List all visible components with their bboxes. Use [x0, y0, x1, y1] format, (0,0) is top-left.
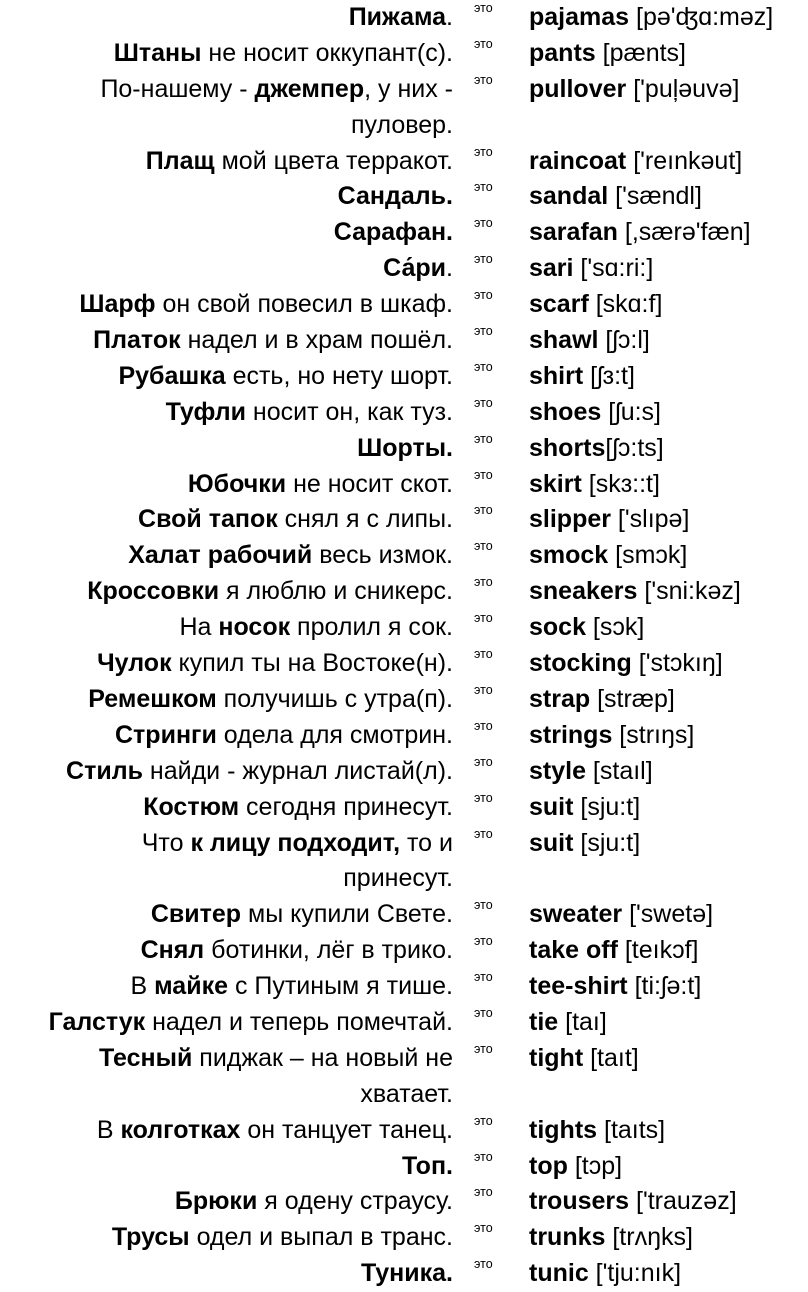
- english-word: sari: [529, 254, 574, 283]
- transcription: ['stɔkıŋ]: [631, 649, 723, 678]
- transcription: [teıkɔf]: [617, 936, 699, 965]
- russian-keyword: Плащ: [145, 146, 215, 175]
- russian-keyword: Свой тапок: [138, 505, 278, 534]
- vocab-row: [0, 359, 808, 395]
- vocab-row: [0, 502, 808, 538]
- russian-keyword: Са́ри: [383, 254, 447, 283]
- russian-keyword: Трусы: [111, 1223, 190, 1252]
- russian-keyword: Пижама: [348, 3, 447, 31]
- phrase-rest: есть, но нету шорт.: [225, 361, 453, 390]
- russian-phrase: [0, 431, 453, 467]
- english-word: raincoat: [529, 146, 627, 175]
- english-entry: [529, 287, 662, 323]
- russian-keyword: Рубашка: [118, 361, 226, 390]
- transcription: [stræp]: [590, 684, 675, 713]
- transcription: ['sni:kəz]: [637, 577, 741, 606]
- phrase-rest: то и принесут.: [343, 828, 453, 893]
- russian-keyword: джемпер: [254, 74, 365, 103]
- transcription: [trʌŋks]: [605, 1223, 693, 1252]
- english-entry: [529, 574, 741, 610]
- phrase-prefix: По-нашему -: [100, 74, 255, 103]
- english-word: pajamas: [529, 3, 630, 31]
- russian-keyword: Туника.: [360, 1259, 453, 1288]
- english-entry: [529, 682, 675, 718]
- vocab-row: [0, 144, 808, 180]
- transcription: [taı]: [558, 1007, 607, 1036]
- transcription: [pænts]: [595, 38, 687, 67]
- russian-keyword: Чулок: [97, 649, 172, 678]
- russian-keyword: Сарафан.: [333, 218, 453, 247]
- connector-label: это: [474, 754, 493, 769]
- transcription: [skɜ::t]: [581, 469, 660, 498]
- vocab-row: [0, 610, 808, 646]
- phrase-rest: он свой повесил в шкаф.: [155, 290, 453, 319]
- english-word: trunks: [529, 1223, 606, 1252]
- vocab-row: [0, 1041, 808, 1113]
- connector-label: это: [474, 36, 493, 51]
- english-entry: [529, 1149, 622, 1185]
- phrase-rest: мой цвета терракот.: [214, 146, 453, 175]
- english-word: sneakers: [529, 577, 638, 606]
- english-word: shoes: [529, 397, 602, 426]
- connector-label: это: [474, 252, 493, 267]
- english-entry: [529, 215, 751, 251]
- russian-phrase: [0, 1113, 453, 1149]
- vocab-row: [0, 179, 808, 215]
- vocab-row: [0, 1113, 808, 1149]
- vocab-row: [0, 682, 808, 718]
- russian-phrase: [0, 359, 453, 395]
- russian-keyword: Снял: [140, 936, 205, 965]
- english-word: sarafan: [529, 218, 618, 247]
- russian-keyword: носок: [218, 613, 291, 642]
- connector-label: это: [474, 539, 493, 554]
- transcription: [skɑ:f]: [588, 290, 663, 319]
- russian-keyword: Ремешком: [88, 684, 217, 713]
- russian-phrase: [0, 502, 453, 538]
- phrase-rest: пиджак – на новый не хватает.: [192, 1043, 453, 1108]
- transcription: ['puļəuvə]: [626, 74, 740, 103]
- english-entry: [529, 790, 640, 826]
- phrase-rest: не носит оккупант(с).: [201, 38, 453, 67]
- connector-label: это: [474, 216, 493, 231]
- english-entry: [529, 72, 739, 108]
- russian-keyword: Туфли: [165, 397, 246, 426]
- russian-keyword: Шорты.: [357, 433, 453, 462]
- russian-phrase: [0, 1220, 453, 1256]
- phrase-rest: найди - журнал листай(л).: [142, 756, 453, 785]
- transcription: [ti:ʃə:t]: [627, 972, 702, 1001]
- english-entry: [529, 933, 699, 969]
- english-word: style: [529, 756, 586, 785]
- russian-phrase: [53, 826, 453, 898]
- transcription: ['tju:nık]: [588, 1259, 682, 1288]
- connector-label: это: [474, 611, 493, 626]
- english-word: skirt: [529, 469, 582, 498]
- vocab-row: [0, 323, 808, 359]
- transcription: ['sɑ:ri:]: [573, 254, 654, 283]
- russian-keyword: Кроссовки: [87, 577, 220, 606]
- transcription: [tɔp]: [567, 1151, 623, 1180]
- english-entry: [529, 1005, 607, 1041]
- connector-label: это: [474, 324, 493, 339]
- vocab-row: [0, 646, 808, 682]
- russian-keyword: Платок: [93, 326, 181, 355]
- english-word: shorts: [529, 433, 606, 462]
- connector-label: это: [474, 1221, 493, 1236]
- vocab-row: [0, 574, 808, 610]
- russian-phrase: [0, 754, 453, 790]
- vocab-row: [0, 1220, 808, 1256]
- phrase-prefix: В: [96, 1115, 121, 1144]
- english-word: shirt: [529, 361, 584, 390]
- vocab-row: [0, 251, 808, 287]
- transcription: ['slıpə]: [610, 505, 690, 534]
- transcription: [,særə'fæn]: [617, 218, 751, 247]
- russian-keyword: Брюки: [174, 1187, 258, 1216]
- phrase-rest: пролил я сок.: [290, 613, 453, 642]
- connector-label: это: [474, 898, 493, 913]
- russian-phrase: [0, 969, 453, 1005]
- english-entry: [529, 36, 686, 72]
- vocab-row: [0, 1184, 808, 1220]
- english-entry: [529, 969, 701, 1005]
- english-word: suit: [529, 792, 574, 821]
- russian-keyword: Свитер: [150, 900, 242, 929]
- transcription: [pə'ʤɑ:məz]: [629, 3, 774, 31]
- russian-phrase: [0, 144, 453, 180]
- russian-phrase: [0, 36, 453, 72]
- transcription: [strıŋs]: [612, 720, 695, 749]
- transcription: [sju:t]: [573, 792, 641, 821]
- phrase-rest: мы купили Свете.: [241, 900, 453, 929]
- phrase-rest: получишь с утра(п).: [216, 684, 453, 713]
- russian-phrase: [0, 323, 453, 359]
- russian-phrase: [0, 467, 453, 503]
- transcription: ['trauzəz]: [629, 1187, 737, 1216]
- english-entry: [529, 251, 653, 287]
- connector-label: это: [474, 72, 493, 87]
- english-word: shawl: [529, 326, 599, 355]
- transcription: [ʃɔ:l]: [598, 326, 650, 355]
- vocab-row: [0, 1005, 808, 1041]
- phrase-rest: ботинки, лёг в трико.: [204, 936, 453, 965]
- russian-phrase: [0, 179, 453, 215]
- russian-keyword: колготках: [120, 1115, 241, 1144]
- english-entry: [529, 718, 694, 754]
- russian-phrase: [53, 1041, 453, 1113]
- vocab-row: [0, 467, 808, 503]
- english-word: stocking: [529, 649, 632, 678]
- russian-phrase: [0, 790, 453, 826]
- transcription: [staıl]: [585, 756, 653, 785]
- connector-label: это: [474, 395, 493, 410]
- english-entry: [529, 431, 664, 467]
- connector-label: это: [474, 826, 493, 841]
- phrase-rest: .: [446, 254, 453, 283]
- phrase-rest: не носит скот.: [286, 469, 453, 498]
- english-entry: [529, 1184, 737, 1220]
- connector-label: это: [474, 970, 493, 985]
- phrase-rest: он танцует танец.: [240, 1115, 453, 1144]
- russian-phrase: [0, 933, 453, 969]
- english-entry: [529, 826, 640, 862]
- phrase-rest: снял я с липы.: [277, 505, 453, 534]
- vocab-row: [0, 395, 808, 431]
- vocab-row: [0, 969, 808, 1005]
- english-word: take off: [529, 936, 618, 965]
- russian-phrase: [0, 251, 453, 287]
- russian-keyword: Халат рабочий: [128, 541, 313, 570]
- english-entry: [529, 502, 689, 538]
- connector-label: это: [474, 1257, 493, 1272]
- vocab-row: [0, 897, 808, 933]
- russian-keyword: Штаны: [113, 38, 202, 67]
- connector-label: это: [474, 1185, 493, 1200]
- vocab-row: [0, 718, 808, 754]
- vocab-row: [0, 0, 808, 36]
- connector-label: это: [474, 718, 493, 733]
- transcription: [smɔk]: [608, 541, 688, 570]
- vocab-row: [0, 1256, 808, 1292]
- phrase-prefix: На: [179, 613, 219, 642]
- english-word: trousers: [529, 1187, 630, 1216]
- english-word: suit: [529, 828, 574, 857]
- connector-label: это: [474, 790, 493, 805]
- phrase-rest: носит он, как туз.: [245, 397, 453, 426]
- english-word: strings: [529, 720, 613, 749]
- english-entry: [529, 359, 635, 395]
- english-entry: [529, 897, 713, 933]
- english-word: sandal: [529, 182, 609, 211]
- english-entry: [529, 754, 653, 790]
- english-entry: [529, 538, 687, 574]
- english-word: sweater: [529, 900, 623, 929]
- connector-label: это: [474, 575, 493, 590]
- vocab-row: [0, 72, 808, 144]
- vocab-row: [0, 933, 808, 969]
- english-word: pullover: [529, 74, 627, 103]
- phrase-rest: весь измок.: [312, 541, 453, 570]
- transcription: [sɔk]: [585, 613, 645, 642]
- russian-phrase: [0, 897, 453, 933]
- connector-label: это: [474, 180, 493, 195]
- connector-label: это: [474, 1005, 493, 1020]
- english-word: pants: [529, 38, 596, 67]
- transcription: [taıt]: [583, 1043, 639, 1072]
- phrase-rest: я одену страусу.: [257, 1187, 453, 1216]
- phrase-rest: .: [446, 3, 453, 31]
- english-entry: [529, 144, 742, 180]
- russian-keyword: к лицу подходит,: [190, 828, 401, 857]
- phrase-rest: одела для смотрин.: [216, 720, 453, 749]
- russian-phrase: [0, 1005, 453, 1041]
- phrase-rest: надел и в храм пошёл.: [180, 326, 453, 355]
- english-word: tie: [529, 1007, 559, 1036]
- russian-keyword: Галстук: [48, 1007, 146, 1036]
- connector-label: это: [474, 1041, 493, 1056]
- connector-label: это: [474, 1, 493, 15]
- connector-label: это: [474, 288, 493, 303]
- russian-phrase: [0, 287, 453, 323]
- english-entry: [529, 610, 644, 646]
- english-word: strap: [529, 684, 591, 713]
- english-word: top: [529, 1151, 568, 1180]
- vocab-row: [0, 1149, 808, 1185]
- vocab-row: [0, 215, 808, 251]
- english-entry: [529, 179, 702, 215]
- connector-label: это: [474, 359, 493, 374]
- english-word: sock: [529, 613, 586, 642]
- russian-keyword: Сандаль.: [337, 182, 453, 211]
- russian-phrase: [0, 1184, 453, 1220]
- vocab-row: [0, 36, 808, 72]
- russian-phrase: [0, 538, 453, 574]
- phrase-prefix: В: [130, 972, 155, 1001]
- english-entry: [529, 1256, 681, 1292]
- connector-label: это: [474, 1113, 493, 1128]
- transcription: ['swetə]: [622, 900, 714, 929]
- english-entry: [529, 646, 723, 682]
- phrase-rest: с Путиным я тише.: [228, 972, 453, 1001]
- connector-label: это: [474, 682, 493, 697]
- english-word: tunic: [529, 1259, 589, 1288]
- phrase-rest: одел и выпал в транс.: [189, 1223, 453, 1252]
- english-word: tight: [529, 1043, 584, 1072]
- russian-phrase: [0, 1149, 453, 1185]
- english-word: tights: [529, 1115, 598, 1144]
- russian-keyword: Костюм: [143, 792, 240, 821]
- connector-label: это: [474, 431, 493, 446]
- english-entry: [529, 1113, 665, 1149]
- phrase-rest: я люблю и сникерс.: [219, 577, 453, 606]
- russian-phrase: [0, 395, 453, 431]
- phrase-rest: , у них - пуловер.: [350, 74, 453, 139]
- english-entry: [529, 1220, 693, 1256]
- russian-keyword: майке: [154, 972, 228, 1001]
- transcription: [ʃɔ:ts]: [605, 433, 664, 462]
- russian-keyword: Шарф: [79, 290, 156, 319]
- english-entry: [529, 0, 773, 36]
- english-entry: [529, 467, 660, 503]
- russian-keyword: Тесный: [99, 1043, 193, 1072]
- connector-label: это: [474, 934, 493, 949]
- transcription: ['reınkəut]: [626, 146, 743, 175]
- russian-phrase: [0, 682, 453, 718]
- russian-phrase: [0, 718, 453, 754]
- english-entry: [529, 395, 661, 431]
- vocab-row: [0, 538, 808, 574]
- phrase-rest: сегодня принесут.: [239, 792, 453, 821]
- english-entry: [529, 323, 650, 359]
- phrase-rest: надел и теперь помечтай.: [145, 1007, 453, 1036]
- russian-phrase: [0, 0, 453, 36]
- english-word: scarf: [529, 290, 589, 319]
- russian-phrase: [0, 1256, 453, 1292]
- connector-label: это: [474, 503, 493, 518]
- english-entry: [529, 1041, 639, 1077]
- vocab-row: [0, 790, 808, 826]
- russian-keyword: Стринги: [115, 720, 217, 749]
- vocab-row: [0, 826, 808, 898]
- vocab-row: [0, 431, 808, 467]
- transcription: [taıts]: [597, 1115, 666, 1144]
- russian-phrase: [0, 215, 453, 251]
- vocab-row: [0, 287, 808, 323]
- english-word: slipper: [529, 505, 611, 534]
- transcription: [ʃu:s]: [601, 397, 662, 426]
- phrase-prefix: Что: [141, 828, 191, 857]
- russian-phrase: [53, 72, 453, 144]
- connector-label: это: [474, 647, 493, 662]
- transcription: [sju:t]: [573, 828, 641, 857]
- russian-keyword: Стиль: [66, 756, 143, 785]
- russian-phrase: [0, 646, 453, 682]
- russian-keyword: Топ.: [401, 1151, 453, 1180]
- phrase-rest: купил ты на Востоке(н).: [171, 649, 453, 678]
- connector-label: это: [474, 1149, 493, 1164]
- connector-label: это: [474, 144, 493, 159]
- russian-phrase: [0, 574, 453, 610]
- vocab-row: [0, 754, 808, 790]
- transcription: [ʃɜ:t]: [583, 361, 635, 390]
- english-word: smock: [529, 541, 609, 570]
- russian-phrase: [0, 610, 453, 646]
- english-word: tee-shirt: [529, 972, 628, 1001]
- transcription: ['sændl]: [608, 182, 702, 211]
- russian-keyword: Юбочки: [187, 469, 287, 498]
- connector-label: это: [474, 467, 493, 482]
